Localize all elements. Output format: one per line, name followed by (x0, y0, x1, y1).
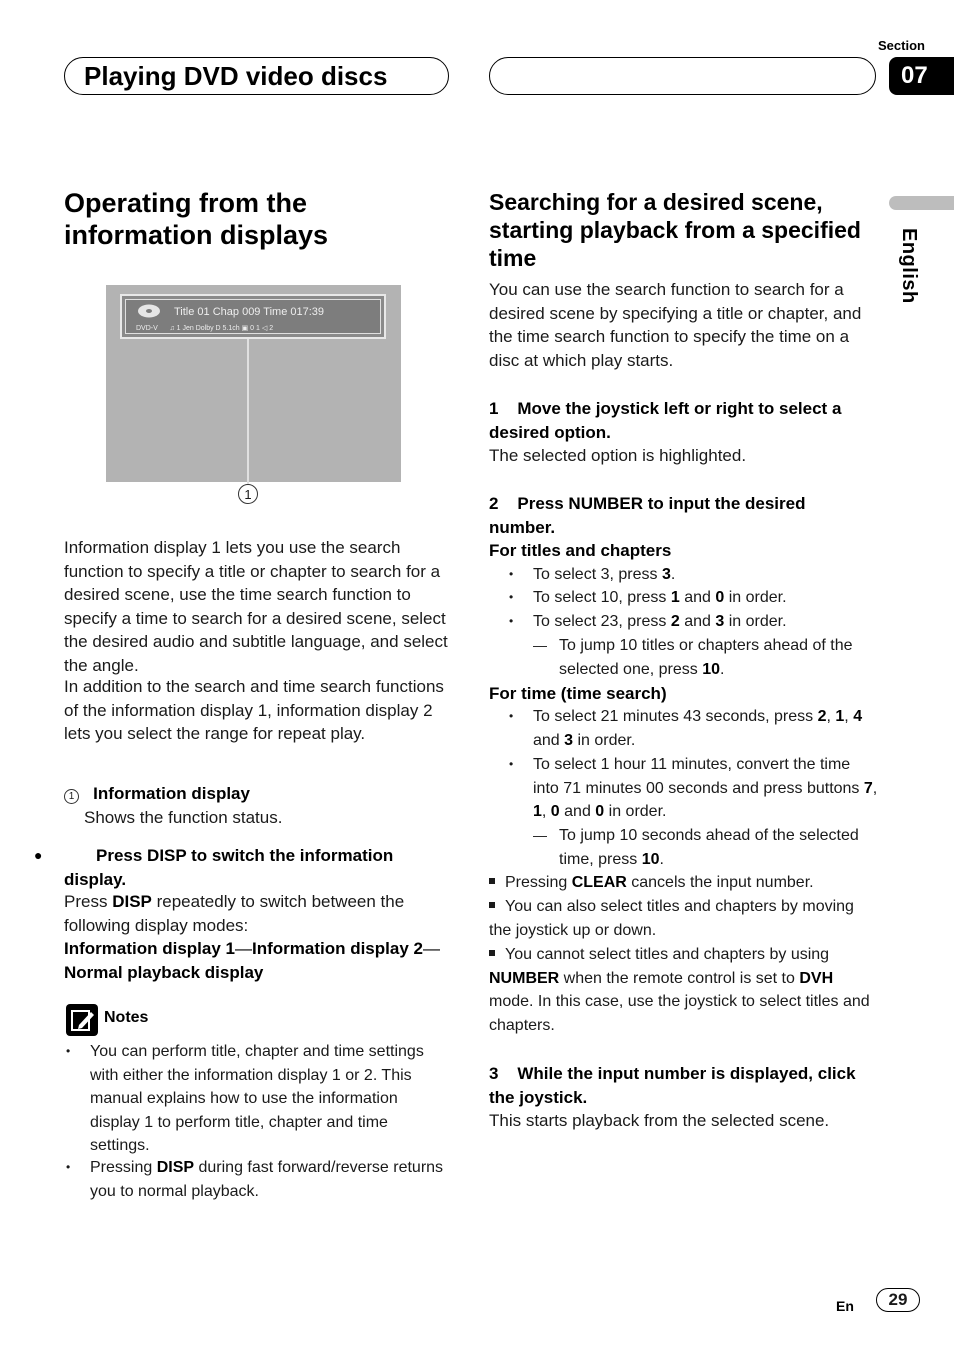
modes-sep-2: — (422, 939, 440, 958)
titles-item-4: — To jump 10 titles or chapters ahead of the selected one, press 10. (533, 637, 853, 678)
note-bullet-icon: • (66, 1044, 71, 1058)
square-bullet-icon (489, 878, 495, 884)
square-bullet-icon (489, 950, 495, 956)
time-item-2: • To select 1 hour 11 minutes, convert the time into 71 minutes 00 seconds and press buttons 7, 1, 0 and 0 in order. (509, 756, 878, 820)
screen-row-2-values: ♫ 1 Jen Dolby D 5.1ch ▣ 0 1 ◁ 2 (169, 325, 274, 332)
bullet-circle-icon: ● (34, 847, 43, 863)
chapter-title: Playing DVD video discs (84, 61, 388, 91)
legend-title: Information display (93, 784, 250, 803)
note-clear: Pressing CLEAR cancels the input number. (489, 871, 879, 895)
disc-icon (136, 303, 162, 319)
disp-step-text: Press DISP repeatedly to switch between the following display modes: (64, 892, 405, 935)
disp-step-heading (34, 844, 449, 891)
step-1-title: 1 Move the joystick left or right to select a desired option. (489, 399, 842, 442)
language-tab-bar (889, 196, 954, 210)
information-display-screen (120, 294, 386, 339)
screen-mode-label: DVD-V (136, 325, 158, 332)
time-heading: For time (time search) (489, 684, 667, 703)
notes-title: Notes (104, 1009, 149, 1026)
step-1-desc: The selected option is highlighted. (489, 446, 747, 465)
square-bullet-icon (489, 902, 495, 908)
step-3-title: 3 While the input number is displayed, click the joystick. (489, 1064, 856, 1107)
notes-pencil-icon (66, 1004, 98, 1036)
note-2: • Pressing DISP during fast forward/reverse returns you to normal playback. (90, 1156, 445, 1203)
right-intro: You can use the search function to search for a desired scene by specifying a title or chapter, and the time search function to specify the time on a disc at which play starts. (489, 280, 862, 370)
screen-row-2 (136, 324, 273, 332)
titles-heading: For titles and chapters (489, 541, 672, 560)
callout-leader-line (247, 339, 249, 485)
step-2-title: 2 Press NUMBER to input the desired number. (489, 494, 806, 537)
time-item-1: • To select 21 minutes 43 seconds, press 2, 1, 4 and 3 in order. (509, 708, 863, 749)
titles-item-2: • To select 10, press 1 and 0 in order. (509, 589, 787, 606)
callout-marker: 1 (238, 484, 258, 504)
display-modes: Information display 1—Information display 2—Normal playback display (64, 939, 440, 982)
page-number: 29 (876, 1288, 920, 1312)
left-heading: Operating from the information displays (64, 188, 329, 250)
note-1: • You can perform title, chapter and time settings with either the information display 1 or 2. This manual explains how to use the information display 1 to perform title, chapter and time settings. (90, 1040, 445, 1158)
header-blank-frame (489, 57, 876, 95)
left-intro-1: Information display 1 lets you use the search function to specify a title or chapter to search for a desired scene, use the time search function to specify a time to search for a desired scene, select the desired audio and subtitle language, and select the angle. (64, 538, 448, 675)
screen-row-1: Title 01 Chap 009 Time 017:39 (174, 306, 325, 318)
note-joystick: You can also select titles and chapters by moving the joystick up or down. (489, 898, 854, 939)
titles-item-3: • To select 23, press 2 and 3 in order. (509, 613, 787, 630)
disp-key: DISP (112, 892, 152, 911)
footer-lang: En (836, 1298, 854, 1314)
legend-item (64, 782, 449, 806)
note-number-dvh: You cannot select titles and chapters by using NUMBER when the remote control is set to DVH mode. In this case, use the joystick to select titles and chapters. (489, 946, 870, 1034)
section-number: 07 (889, 57, 954, 95)
note-bullet-icon: • (66, 1160, 71, 1174)
right-heading: Searching for a desired scene, starting playback from a specified time (489, 189, 861, 271)
step-3-desc: This starts playback from the selected scene. (489, 1111, 830, 1130)
time-item-3: — To jump 10 seconds ahead of the selected time, press 10. (533, 827, 859, 868)
legend-marker: 1 (64, 789, 79, 804)
left-intro-2: In addition to the search and time search functions of the information display 1, information display 2 lets you select the range for repeat play. (64, 677, 444, 743)
section-label: Section (878, 38, 925, 53)
language-tab: English (898, 228, 920, 304)
disp-step-heading-text: Press DISP to switch the information display. (64, 846, 394, 889)
titles-item-1: • To select 3, press 3. (509, 566, 676, 583)
legend-description: Shows the function status. (84, 808, 283, 827)
